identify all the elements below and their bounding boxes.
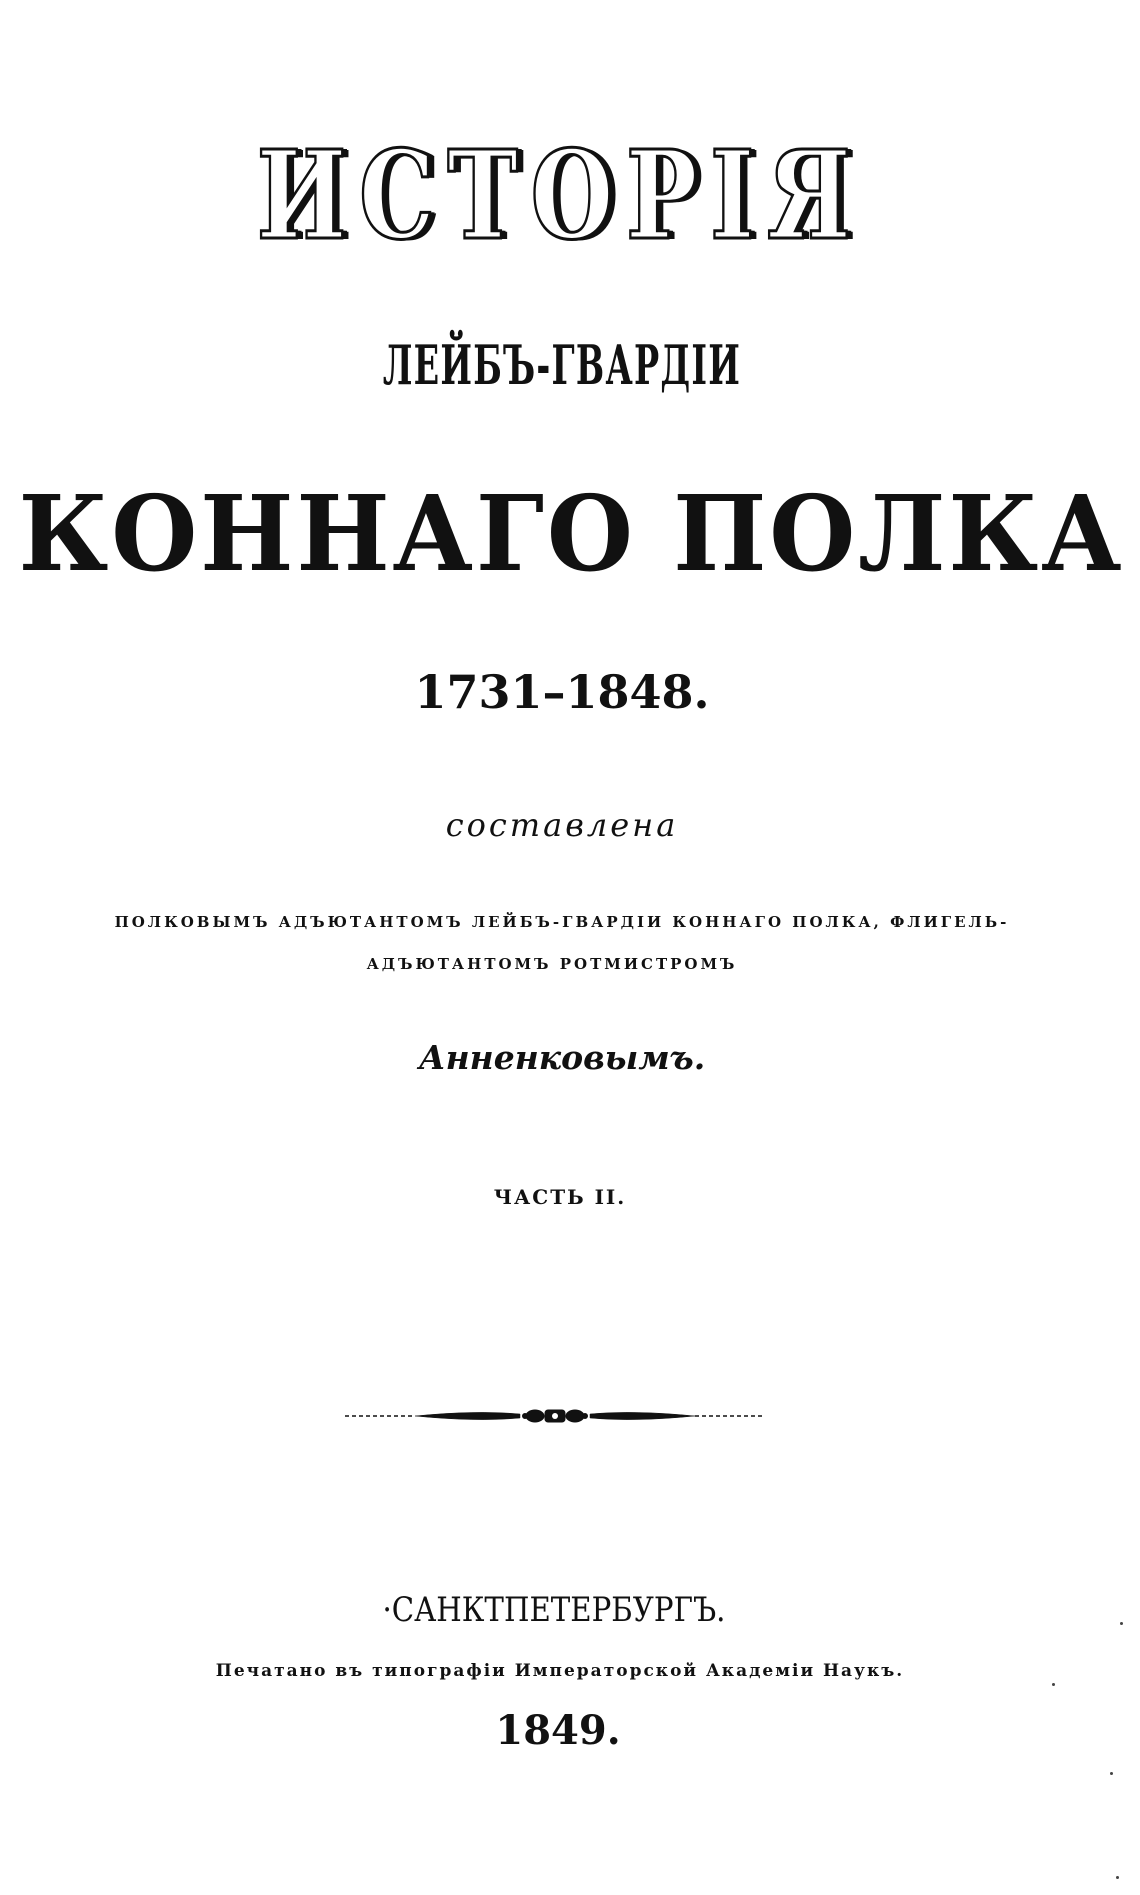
ornamental-rule [345, 1404, 765, 1428]
book-title: ИСТОРІЯ [256, 123, 864, 267]
composed-by-label: составлена [445, 806, 679, 844]
author-name: Анненковымъ. [418, 1038, 706, 1077]
publication-year: 1849. [495, 1707, 621, 1754]
volume-part: ЧАСТЬ II. [493, 1185, 627, 1209]
year-range: 1731–1848. [414, 665, 710, 719]
author-rank-line-2: АДЪЮТАНТОМЪ РОТМИСТРОМЪ [366, 955, 738, 973]
print-speck [1116, 1876, 1119, 1879]
print-speck [1120, 1622, 1123, 1625]
print-speck [1052, 1683, 1055, 1686]
book-subtitle-regiment: КОННАГО ПОЛКА [18, 472, 1125, 595]
book-subtitle-guard: ЛЕЙБЪ-ГВАРДІИ [382, 333, 742, 397]
publication-city: ·САНКТПЕТЕРБУРГЪ. [382, 1590, 726, 1630]
printer-imprint: Печатано въ типографіи Императорской Академіи Наукъ. [215, 1661, 905, 1681]
author-rank-line-1: ПОЛКОВЫМЪ АДЪЮТАНТОМЪ ЛЕЙБЪ-ГВАРДІИ КОННАГО ПОЛКА, ФЛИГЕЛЬ- [114, 913, 1010, 931]
print-speck [1110, 1772, 1113, 1775]
